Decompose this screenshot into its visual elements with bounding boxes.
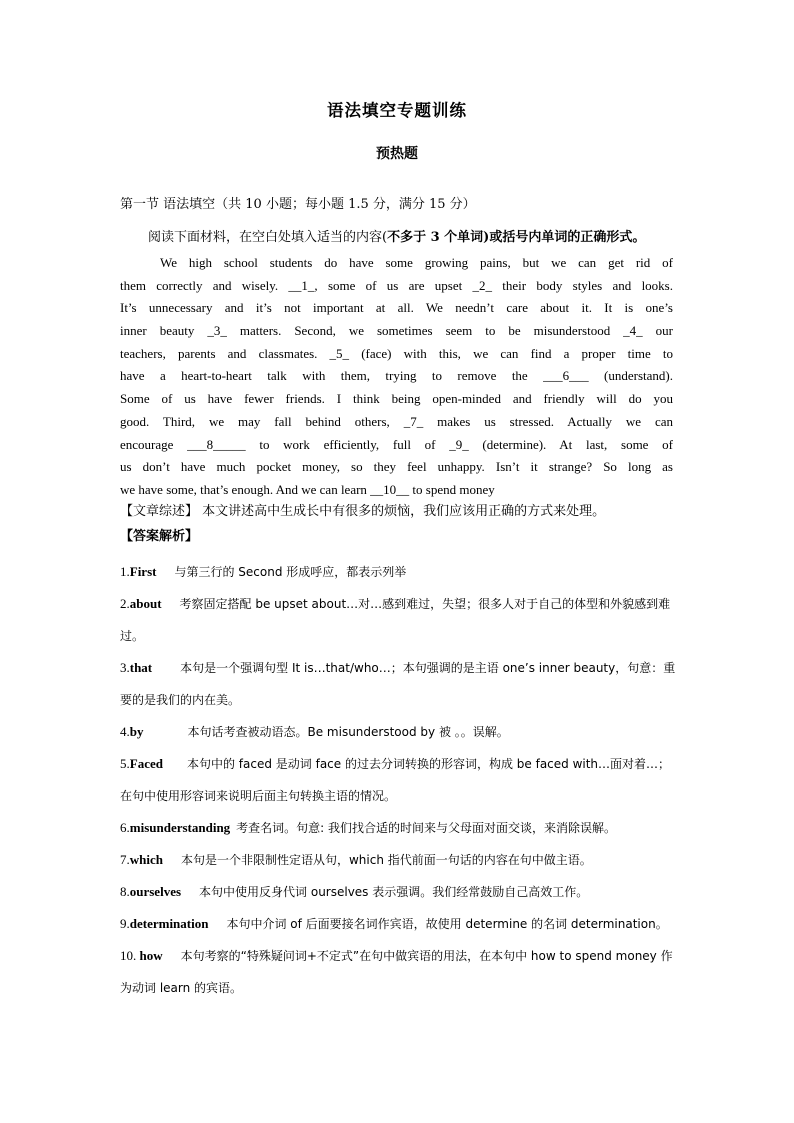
answer-key: how	[139, 948, 163, 963]
passage-line: It’s unnecessary and it’s not important at all. We needn’t care about it. It is one’s	[120, 300, 673, 316]
answer-item	[120, 844, 676, 876]
answer-item	[120, 652, 676, 716]
page-title: 语法填空专题训练	[327, 101, 467, 120]
answer-number: 8.	[120, 884, 130, 899]
passage-line: have a heart-to-heart talk with them, trying to remove the ___6___ (understand).	[120, 368, 673, 384]
answer-explanation: 考察固定搭配 be upset about…对…感到难过，失望；很多人对于自己的体型和外貌感到难过。	[120, 597, 671, 643]
answer-number: 7.	[120, 852, 130, 867]
answer-item	[120, 588, 676, 652]
passage-line: Some of us have fewer friends. I think being open-minded and friendly will do you	[120, 391, 673, 407]
answer-key: determination	[129, 916, 209, 931]
answer-key: that	[129, 660, 153, 675]
answer-number: 10.	[120, 948, 140, 963]
answer-explanation: 本句是一个非限制性定语从句，which 指代前面一句话的内容在句中做主语。	[180, 853, 592, 867]
passage-line: we have some, that’s enough. And we can learn __10__ to spend money	[120, 481, 495, 497]
passage-line: teachers, parents and classmates. _5_ (face) with this, we can find a proper time to	[120, 345, 673, 361]
answer-explanation: 本句是一个强调句型 It is…that/who…；本句强调的是主语 one’s inner beauty，句意：重要的是我们的内在美。	[120, 661, 676, 707]
answer-explanation: 本句中使用反身代词 ourselves 表示强调。我们经常鼓励自己高效工作。	[199, 885, 589, 899]
answer-item	[120, 748, 676, 812]
page-subtitle: 预热题	[376, 146, 418, 162]
article-summary: 【文章综述】 本文讲述高中生成长中有很多的烦恼，我们应该用正确的方式来处理。	[120, 504, 606, 519]
analysis-header: 【答案解析】	[120, 529, 199, 544]
answer-explanation: 本句中介词 of 后面要接名词作宾语，故使用 determine 的名词 determination。	[226, 917, 668, 931]
answer-number: 6.	[120, 820, 130, 835]
passage-line: them correctly and wisely. __1_, some of us are upset _2_ their body styles and looks.	[120, 277, 673, 293]
answer-number: 1.	[120, 564, 130, 579]
answer-key: by	[129, 724, 144, 739]
answer-explanation: 与第三行的 Second 形成呼应，都表示列举	[174, 565, 407, 579]
answer-item	[120, 716, 676, 748]
passage	[120, 252, 673, 502]
answer-number: 4.	[120, 724, 130, 739]
answer-explanation: 考查名词。句意: 我们找合适的时间来与父母面对面交谈，来消除误解。	[236, 821, 617, 835]
answer-key: ourselves	[129, 884, 182, 899]
passage-line: good. Third, we may fall behind others, _7_ makes us stressed. Actually we can	[120, 413, 673, 429]
answer-key: Faced	[129, 756, 163, 771]
instruction-normal: 阅读下面材料，在空白处填入适当的内容(	[148, 230, 388, 245]
instruction	[148, 226, 645, 245]
answer-explanation: 本句话考查被动语态。Be misunderstood by 被 。。误解。	[187, 725, 509, 739]
answer-explanation: 本句中的 faced 是动词 face 的过去分词转换的形容词，构成 be faced with…面对着…；在句中使用形容词来说明后面主句转换主语的情况。	[120, 757, 671, 803]
answer-number: 3.	[120, 660, 130, 675]
instruction-bold: 不多于 3 个单词)或括号内单词的正确形式。	[387, 230, 646, 245]
answer-item	[120, 940, 676, 1004]
answer-list	[120, 556, 676, 1004]
answer-key: First	[129, 564, 157, 579]
passage-line: inner beauty _3_ matters. Second, we sometimes seem to be misunderstood _4_ our	[120, 323, 673, 339]
answer-key: misunderstanding	[129, 820, 231, 835]
answer-key: which	[129, 852, 163, 867]
answer-number: 5.	[120, 756, 130, 771]
answer-explanation: 本句考察的“特殊疑问词+不定式”在句中做宾语的用法，在本句中 how to spend money 作为动词 learn 的宾语。	[120, 949, 673, 995]
answer-number: 9.	[120, 916, 130, 931]
answer-item	[120, 812, 676, 844]
passage-line: encourage ___8_____ to work efficiently, full of _9_ (determine). At last, some of	[120, 436, 673, 452]
passage-line: us don’t have much pocket money, so they feel unhappy. Isn’t it strange? So long as	[120, 459, 673, 475]
answer-key: about	[129, 596, 162, 611]
answer-item	[120, 556, 676, 588]
passage-line: We high school students do have some growing pains, but we can get rid of	[160, 255, 673, 270]
answer-number: 2.	[120, 596, 130, 611]
answer-item	[120, 908, 676, 940]
section-header: 第一节 语法填空（共 10 小题；每小题 1.5 分，满分 15 分）	[120, 197, 476, 212]
answer-item	[120, 876, 676, 908]
